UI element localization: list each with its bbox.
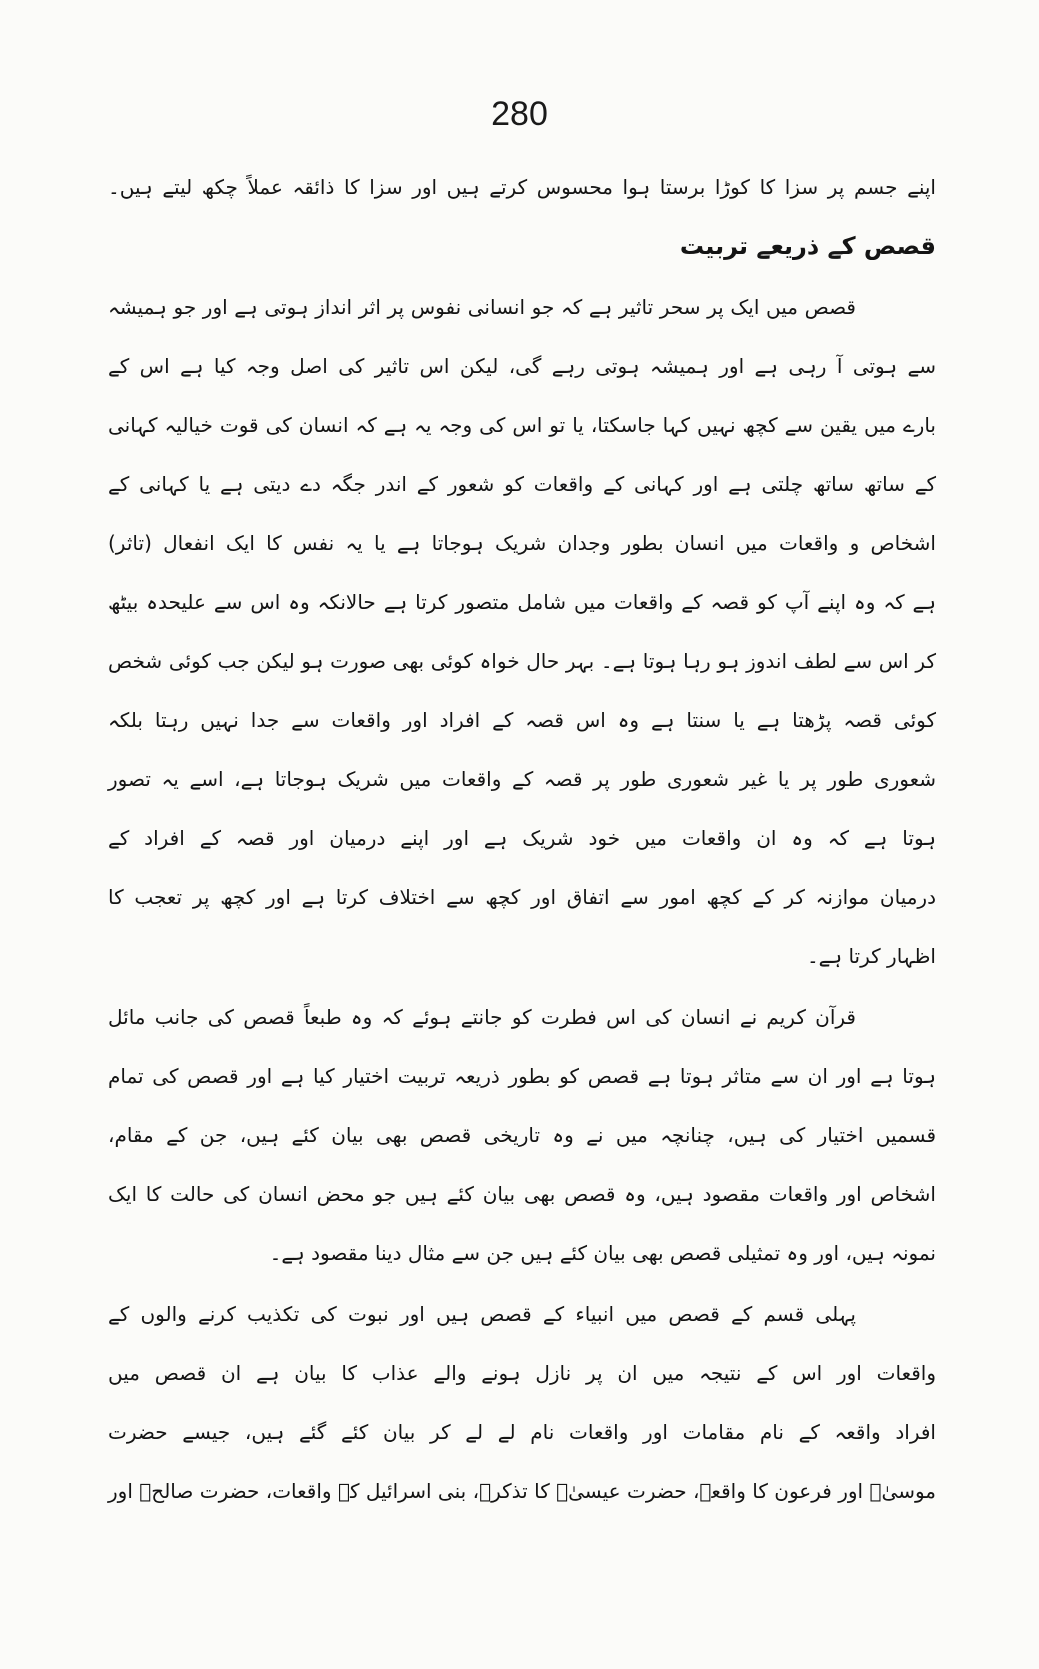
page-number: 280 [491, 95, 548, 133]
text-line: بارے میں یقین سے کچھ نہیں کہا جاسکتا، یا تو اس کی وجہ یہ ہے کہ انسان کی قوت خیالیہ کہانی [108, 413, 936, 437]
text-line: پہلی قسم کے قصص میں انبیاء کے قصص ہیں اور نبوت کی تکذیب کرنے والوں کے [108, 1302, 856, 1326]
text-line: واقعات اور اس کے نتیجہ میں ان پر نازل ہونے والے عذاب کا بیان ہے ان قصص میں [108, 1361, 936, 1385]
text-line: موسیٰؑ اور فرعون کا واقعہ، حضرت عیسیٰؑ کا تذکرہ، بنی اسرائیل کے واقعات، حضرت صالحؑ اور [108, 1479, 936, 1503]
paragraph-3 [108, 1285, 936, 1521]
text-line: شعوری طور پر یا غیر شعوری طور پر قصہ کے واقعات میں شریک ہوجاتا ہے، اسے یہ تصور [108, 767, 936, 791]
paragraph-2 [108, 988, 936, 1283]
text-line: ہے کہ وہ اپنے آپ کو قصہ کے واقعات میں شامل متصور کرتا ہے حالانکہ وہ اس سے علیحدہ بیٹھ [108, 590, 936, 614]
text-line: اظہار کرتا ہے۔ [806, 944, 936, 968]
text-line: ہوتا ہے اور ان سے متاثر ہوتا ہے قصص کو بطور ذریعہ تربیت اختیار کیا ہے اور قصص کی تمام [108, 1064, 936, 1088]
text-line: درمیان موازنہ کر کے کچھ امور سے اتفاق اور کچھ سے اختلاف کرتا ہے اور کچھ پر تعجب کا [108, 885, 936, 909]
text-line: افراد واقعہ کے نام مقامات اور واقعات نام لے لے کر بیان کئے گئے ہیں، جیسے حضرت [108, 1420, 936, 1444]
text-line: کے ساتھ ساتھ چلتی ہے اور کہانی کے واقعات کو شعور کے اندر جگہ دے دیتی ہے یا کہانی کے [108, 472, 936, 496]
text-line: قصص میں ایک پر سحر تاثیر ہے کہ جو انسانی نفوس پر اثر انداز ہوتی ہے اور جو ہمیشہ [108, 295, 856, 319]
text-line: کر اس سے لطف اندوز ہو رہا ہوتا ہے۔ بہر حال خواہ کوئی بھی صورت ہو لیکن جب کوئی شخص [108, 649, 936, 673]
text-line: ہوتا ہے کہ وہ ان واقعات میں خود شریک ہے اور اپنے درمیان اور قصہ کے افراد کے [108, 826, 936, 850]
page-body [108, 158, 936, 1521]
section-heading: قصص کے ذریعے تربیت [679, 232, 936, 260]
text-line: اشخاص اور واقعات مقصود ہیں، وہ قصص بھی بیان کئے ہیں جو محض انسان کی حالت کا ایک [108, 1182, 936, 1206]
opening-line: اپنے جسم پر سزا کا کوڑا برستا ہوا محسوس کرتے ہیں اور سزا کا ذائقہ عملاً چکھ لیتے ہیں۔ [108, 175, 936, 199]
text-line: قرآن کریم نے انسان کی اس فطرت کو جانتے ہوئے کہ وہ طبعاً قصص کی جانب مائل [108, 1005, 856, 1029]
paragraph-1 [108, 278, 936, 986]
text-line: نمونہ ہیں، اور وہ تمثیلی قصص بھی بیان کئے ہیں جن سے مثال دینا مقصود ہے۔ [269, 1241, 936, 1265]
text-line: سے ہوتی آ رہی ہے اور ہمیشہ ہوتی رہے گی، لیکن اس تاثیر کی اصل وجہ کیا ہے اس کے [108, 354, 936, 378]
text-line: اشخاص و واقعات میں انسان بطور وجدان شریک ہوجاتا ہے یا یہ نفس کا ایک انفعال (تاثر) [108, 531, 936, 555]
text-line: قسمیں اختیار کی ہیں، چنانچہ میں نے وہ تاریخی قصص بھی بیان کئے ہیں، جن کے مقام، [108, 1123, 936, 1147]
text-line: کوئی قصہ پڑھتا ہے یا سنتا ہے وہ اس قصہ کے افراد اور واقعات سے جدا نہیں رہتا بلکہ [108, 708, 936, 732]
